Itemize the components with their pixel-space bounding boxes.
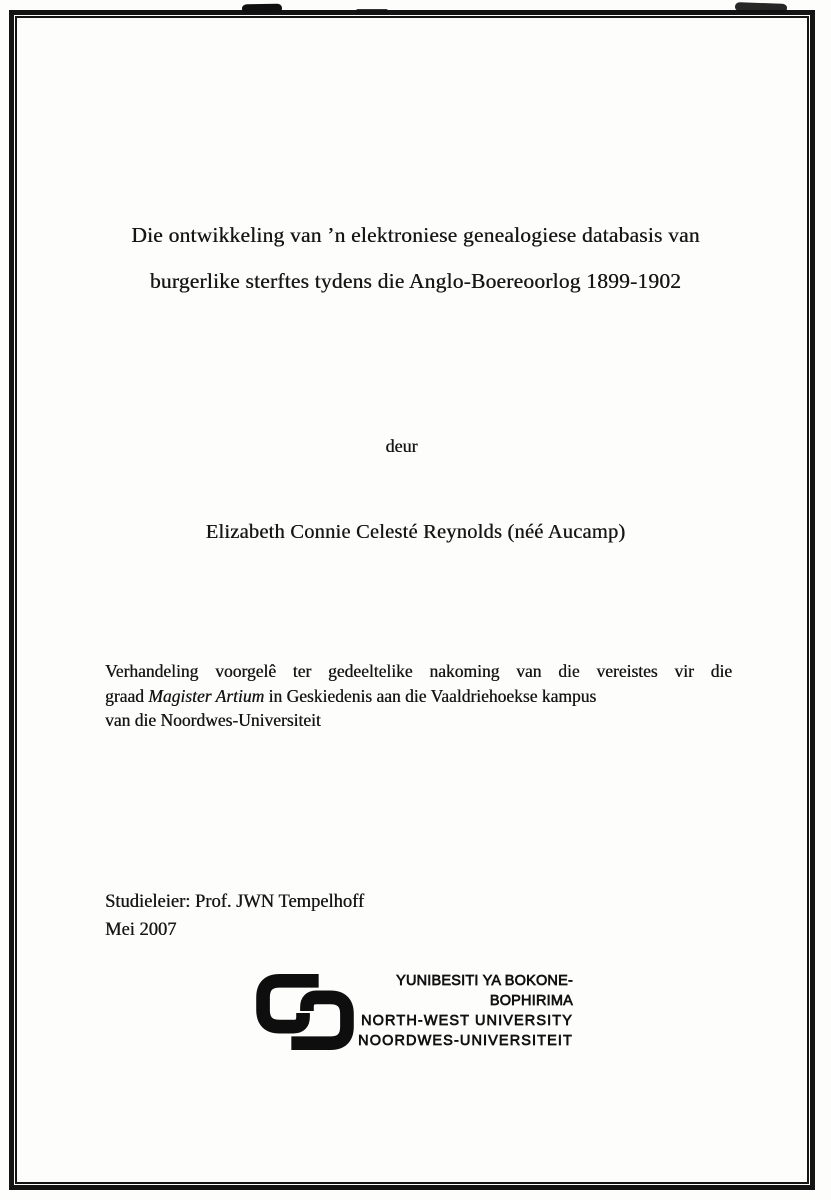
thesis-title-line-2: burgerlike sterftes tydens die Anglo-Boereoorlog 1899-1902 [149, 269, 682, 293]
degree-statement-line-2-post: in Geskiedenis aan die Vaaldriehoekse kampus [264, 685, 597, 706]
supervisor-block [105, 888, 364, 944]
supervisor-line: Studieleier: Prof. JWN Tempelhoff [105, 892, 365, 912]
thesis-title [65, 212, 766, 304]
logo-name-afrikaans: NOORDWES-UNIVERSITEIT [358, 1033, 573, 1049]
scan-artifact [735, 2, 787, 13]
degree-statement-line-2-pre: graad [105, 685, 149, 706]
degree-name-italic: Magister Artium [148, 685, 265, 706]
degree-statement-line-3: van die Noordwes-Universiteit [105, 710, 321, 730]
author-name: Elizabeth Connie Celesté Reynolds (néé Aucamp) [205, 521, 626, 543]
university-logo-text [328, 971, 573, 1051]
university-logo [254, 970, 574, 1054]
thesis-title-line-1: Die ontwikkeling van ’n elektroniese genealogiese databasis van [131, 223, 700, 247]
scan-artifact [242, 4, 282, 14]
scan-artifact [356, 9, 388, 14]
byline: deur [385, 436, 418, 456]
degree-statement [105, 659, 732, 733]
logo-name-setswana: YUNIBESITI YA BOKONE-BOPHIRIMA [396, 973, 573, 1009]
degree-statement-line-2 [105, 684, 732, 709]
date-line: Mei 2007 [105, 920, 177, 940]
logo-name-english: NORTH-WEST UNIVERSITY [361, 1013, 573, 1029]
degree-statement-line-1: Verhandeling voorgelê ter gedeeltelike nakoming van die vereistes vir die [105, 661, 732, 681]
